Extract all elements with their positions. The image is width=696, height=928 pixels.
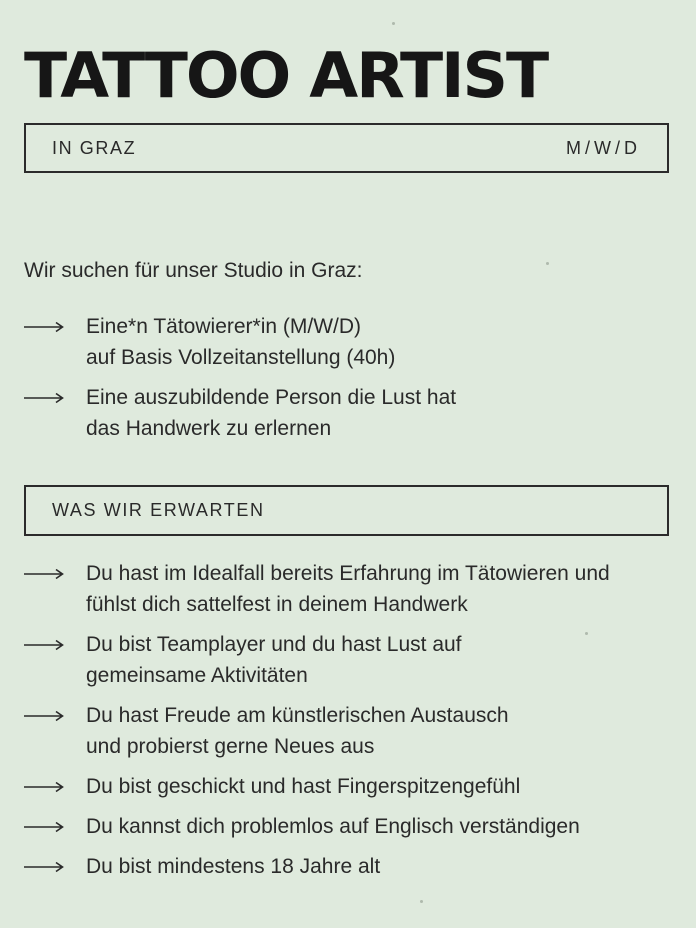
expectation-text: Du kannst dich problemlos auf Englisch verständigen [86, 815, 580, 838]
long-arrow-right-icon [24, 629, 64, 660]
expectation-text: Du bist Teamplayer und du hast Lust auf gemeinsame Aktivitäten [86, 633, 462, 687]
expectation-item [24, 629, 666, 691]
expectation-item [24, 771, 666, 802]
gender-label: M/W/D [566, 137, 641, 158]
long-arrow-right-icon [24, 382, 64, 413]
section-banner [24, 485, 669, 536]
long-arrow-right-icon [24, 558, 64, 589]
location-banner [24, 123, 669, 173]
expectation-item [24, 851, 666, 882]
offer-item [24, 382, 666, 444]
location-label: IN GRAZ [52, 137, 137, 158]
long-arrow-right-icon [24, 311, 64, 342]
expectation-text: Du bist geschickt und hast Fingerspitzengefühl [86, 775, 521, 798]
section-title: WAS WIR ERWARTEN [52, 500, 265, 520]
expectation-item [24, 700, 666, 762]
offer-item [24, 311, 666, 373]
long-arrow-right-icon [24, 811, 64, 842]
paper-speck [392, 22, 395, 25]
long-arrow-right-icon [24, 700, 64, 731]
expectation-item [24, 558, 666, 620]
expectation-text: Du hast im Idealfall bereits Erfahrung im Tätowieren und fühlst dich sattelfest in deinem Handwerk [86, 562, 610, 616]
expectation-list [24, 558, 666, 891]
offer-text: Eine auszubildende Person die Lust hat das Handwerk zu erlernen [86, 386, 457, 440]
paper-speck [420, 900, 423, 903]
expectation-text: Du hast Freude am künstlerischen Austausch und probierst gerne Neues aus [86, 704, 509, 758]
expectation-item [24, 811, 666, 842]
page-title: TATTOO ARTIST [24, 39, 548, 112]
long-arrow-right-icon [24, 771, 64, 802]
offer-list [24, 311, 666, 453]
intro-text: Wir suchen für unser Studio in Graz: [24, 259, 363, 282]
paper-speck [585, 632, 588, 635]
long-arrow-right-icon [24, 851, 64, 882]
expectation-text: Du bist mindestens 18 Jahre alt [86, 855, 381, 878]
paper-speck [546, 262, 549, 265]
offer-text: Eine*n Tätowierer*in (M/W/D) auf Basis Vollzeitanstellung (40h) [86, 315, 396, 369]
